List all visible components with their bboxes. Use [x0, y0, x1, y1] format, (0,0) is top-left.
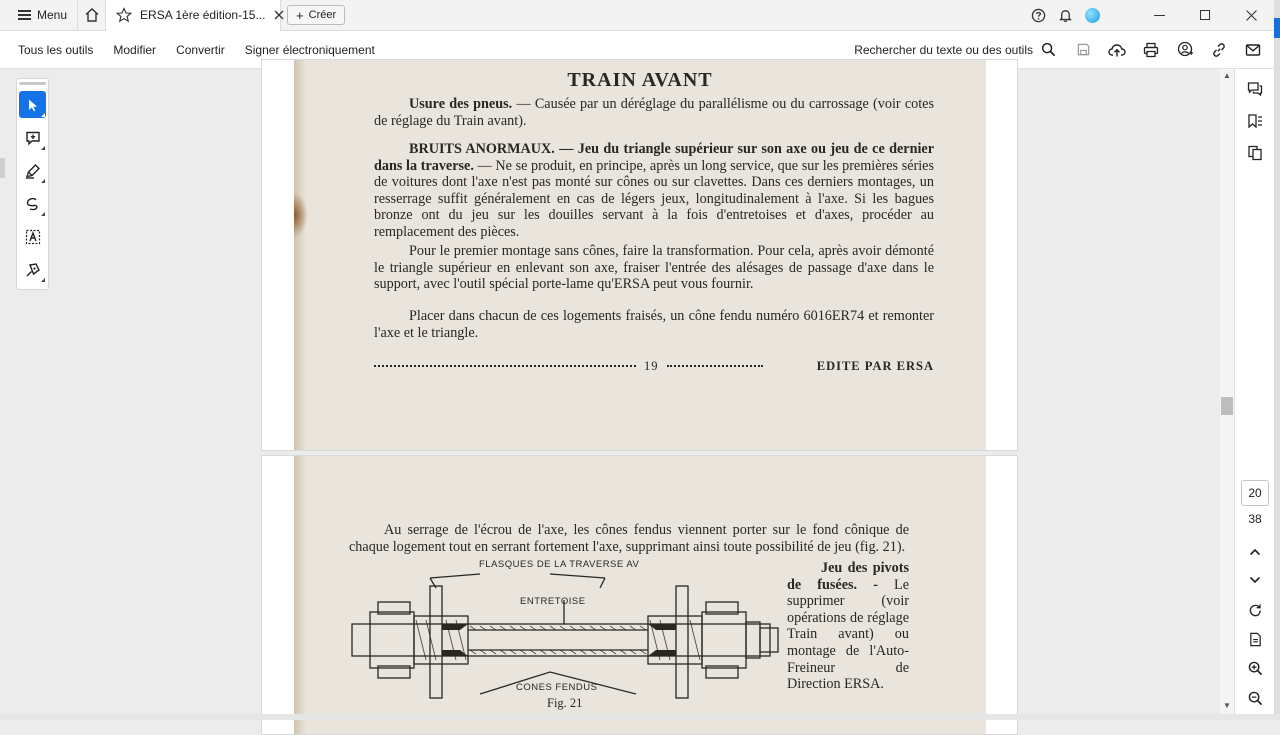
- tool-corner: [41, 212, 45, 216]
- zoom-in-icon: [1248, 661, 1263, 676]
- vertical-scrollbar[interactable]: [1220, 69, 1234, 714]
- tool-corner: [41, 179, 45, 183]
- close-icon[interactable]: [273, 9, 285, 21]
- paragraph: Au serrage de l'écrou de l'axe, les cônes fendus viennent porter sur le fond cônique de chaque logement tout en serrant fortement l'axe, supprimant ainsi toute possibilité de jeu (fig. 21).: [349, 522, 909, 555]
- search-icon: [1041, 42, 1056, 57]
- maximize-button[interactable]: [1182, 0, 1228, 31]
- share-button[interactable]: [1168, 31, 1202, 69]
- link-icon: [1211, 42, 1227, 58]
- figure-label: CONES FENDUS: [516, 682, 598, 693]
- menu-all-tools[interactable]: Tous les outils: [18, 42, 94, 57]
- freehand-icon: [25, 196, 41, 212]
- window-close-icon: [1246, 10, 1257, 21]
- menu-button[interactable]: [0, 0, 77, 31]
- document-viewport[interactable]: [56, 69, 1220, 714]
- page-heading: TRAIN AVANT: [567, 69, 713, 91]
- paragraph: Placer dans chacun de ces logements fraisés, un cône fendu numéro 6016ER74 et remonter l'axe et le triangle.: [374, 308, 934, 341]
- document-tab[interactable]: [105, 0, 281, 31]
- chevron-up-icon: [1249, 548, 1261, 556]
- paragraph: [374, 141, 934, 241]
- home-icon: [84, 7, 100, 23]
- tab-title: ERSA 1ère édition-15...: [140, 8, 266, 22]
- menu-esign[interactable]: Signer électroniquement: [244, 42, 375, 57]
- text-select-tool[interactable]: [19, 223, 46, 250]
- right-panel: [1234, 69, 1274, 714]
- title-right-group: [1025, 0, 1280, 31]
- side-paragraph: [787, 560, 909, 693]
- paragraph: [374, 96, 934, 129]
- comment-tool[interactable]: [19, 124, 46, 151]
- previous-page-button[interactable]: [1235, 538, 1275, 566]
- page-number: 19: [644, 359, 659, 373]
- text-box-icon: [25, 229, 41, 245]
- tools-panel: [16, 78, 49, 290]
- bookmarks-panel-button[interactable]: [1235, 105, 1275, 137]
- menu-convert[interactable]: Convertir: [176, 42, 225, 57]
- create-button[interactable]: [287, 5, 345, 25]
- page-total: 38: [1248, 512, 1262, 526]
- home-button[interactable]: [77, 0, 105, 31]
- star-icon[interactable]: [116, 7, 132, 23]
- paragraph-text: — Ne se produit, en principe, après un long service, que sur les premières séries de voitures dont l'axe n'est pas monté sur cônes ou sur clavettes. Dans ces derniers montages, un resserrage suffit généralement en cas de légers jeux, longitudinalement à l'axe. Si les bagues bronze ont du jeu sur les douilles servant à la fois d'entretoises et d'axes, procéder au remplacement des pièces.: [374, 157, 934, 240]
- bookmark-icon: [1247, 113, 1263, 129]
- scanned-page-image: [294, 60, 986, 450]
- paragraph-text: Le supprimer (voir opérations de réglage Train avant) ou montage de l'Auto-Freineur de Direction ERSA.: [787, 576, 909, 693]
- footer-ornament: [374, 365, 636, 369]
- figure-caption: Fig. 21: [547, 696, 583, 710]
- publisher-line: EDITE PAR ERSA: [816, 359, 934, 373]
- page-display-button[interactable]: [1235, 625, 1275, 653]
- notifications-button[interactable]: [1052, 0, 1079, 31]
- zoom-out-icon: [1248, 691, 1263, 706]
- figure-label: FLASQUES DE LA TRAVERSE AV: [479, 559, 640, 570]
- plus-icon: +: [296, 7, 304, 23]
- comments-panel-button[interactable]: [1235, 73, 1275, 105]
- paragraph-text: — Causée par un déréglage du parallélisme ou du carrossage (voir cotes de réglage du Train avant).: [374, 96, 934, 129]
- select-tool[interactable]: [19, 91, 46, 118]
- share-user-icon: [1177, 41, 1194, 58]
- search-label: Rechercher du texte ou des outils: [854, 42, 1033, 57]
- paragraph-bold: BRUITS ANORMAUX. — Jeu du triangle supérieur sur son axe ou jeu de ce dernier dans la traverse.: [374, 141, 934, 174]
- create-label: Créer: [308, 9, 337, 21]
- cursor-icon: [26, 98, 40, 112]
- window-close-button[interactable]: [1228, 0, 1274, 31]
- window-edge-accent: [1274, 18, 1280, 38]
- menu-edit[interactable]: Modifier: [113, 42, 157, 57]
- help-icon: [1031, 8, 1046, 23]
- paragraph: Pour le premier montage sans cônes, faire la transformation. Pour cela, après avoir démonté le triangle supérieur en enlevant son axe, fraiser l'entrée des alésages de passage d'axe dans le support, avec l'outil spécial porte-lame qu'ERSA peut vous fournir.: [374, 243, 934, 293]
- maximize-icon: [1200, 10, 1210, 20]
- chevron-down-icon: [1249, 576, 1261, 584]
- pages-icon: [1247, 145, 1263, 161]
- scrollbar-thumb[interactable]: [1221, 397, 1233, 415]
- page-number-input[interactable]: 20: [1241, 480, 1269, 506]
- page-fit-icon: [1248, 632, 1263, 647]
- zoom-in-button[interactable]: [1235, 654, 1275, 682]
- pages-panel-button[interactable]: [1235, 137, 1275, 169]
- email-button[interactable]: [1236, 31, 1270, 69]
- scroll-down-arrow[interactable]: ▼: [1223, 701, 1231, 710]
- avatar: [1085, 8, 1100, 23]
- minimize-button[interactable]: [1136, 0, 1182, 31]
- pdf-page: [261, 455, 1018, 735]
- cloud-upload-icon: [1108, 42, 1126, 58]
- window-edge: [1274, 0, 1280, 720]
- scanned-page-image: [294, 456, 986, 734]
- comments-icon: [1247, 81, 1263, 97]
- printer-icon: [1143, 42, 1159, 58]
- search-tools[interactable]: [854, 42, 1066, 57]
- highlighter-icon: [25, 163, 41, 179]
- sign-tool[interactable]: [19, 256, 46, 283]
- tool-corner: [41, 146, 45, 150]
- rotate-icon: [1248, 603, 1263, 618]
- tool-corner: [41, 113, 45, 117]
- rotate-button[interactable]: [1235, 596, 1275, 624]
- pdf-page: [261, 59, 1018, 451]
- page-footer: [374, 359, 934, 374]
- figure-drawing: [350, 568, 790, 698]
- zoom-out-button[interactable]: [1235, 684, 1275, 712]
- footer-ornament: [667, 365, 763, 369]
- menu-label: Menu: [37, 8, 68, 22]
- panel-grip[interactable]: [19, 82, 46, 85]
- save-icon: [1076, 42, 1091, 57]
- mail-icon: [1245, 43, 1261, 57]
- horizontal-scrollbar[interactable]: [0, 714, 1280, 720]
- comment-add-icon: [25, 130, 41, 146]
- paragraph-bold: Jeu des pivots de fusées. -: [787, 560, 909, 593]
- title-bar: [0, 0, 1280, 31]
- upload-button[interactable]: [1100, 31, 1134, 69]
- print-button[interactable]: [1134, 31, 1168, 69]
- scroll-up-arrow[interactable]: ▲: [1223, 71, 1231, 80]
- avatar-button[interactable]: [1079, 0, 1106, 31]
- help-button[interactable]: [1025, 0, 1052, 31]
- link-button[interactable]: [1202, 31, 1236, 69]
- bell-icon: [1058, 8, 1073, 23]
- save-button[interactable]: [1066, 31, 1100, 69]
- highlight-tool[interactable]: [19, 157, 46, 184]
- tool-corner: [41, 278, 45, 282]
- minimize-icon: [1154, 15, 1165, 16]
- figure-label: ENTRETOISE: [520, 596, 586, 607]
- draw-tool[interactable]: [19, 190, 46, 217]
- pen-sign-icon: [25, 262, 41, 278]
- window-accent-secondary: [0, 158, 5, 178]
- hamburger-icon: [18, 10, 31, 20]
- paragraph-bold: Usure des pneus.: [409, 96, 513, 112]
- next-page-button[interactable]: [1235, 566, 1275, 594]
- page-stain: [294, 192, 308, 238]
